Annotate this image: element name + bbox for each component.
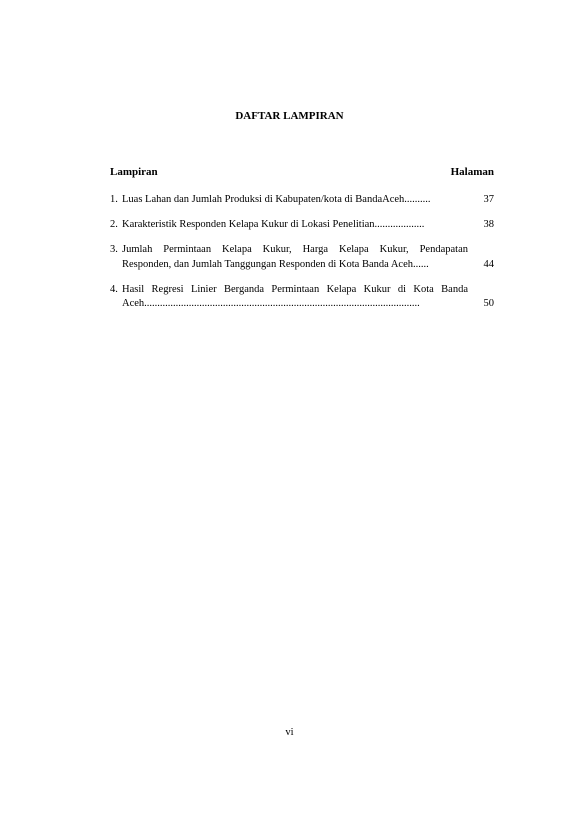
halaman-column-label: Halaman [450,166,494,178]
item-title: Karakteristik Responden Kelapa Kukur di Lokasi Penelitian [122,219,375,230]
page-number-footer: vi [285,727,294,738]
lampiran-column-label: Lampiran [110,166,158,178]
item-body [122,283,468,312]
item-title: Luas Lahan dan Jumlah Produksi di Kabupaten/kota di BandaAceh [122,194,405,205]
item-body [122,218,468,233]
list-item [110,218,494,233]
item-last-line [122,218,468,233]
item-last-line [122,297,468,312]
dot-leader: ........................................................................................................ [146,298,420,309]
item-number: 1. [110,194,118,205]
item-body [122,193,468,208]
item-last-line [122,258,468,273]
list-item [110,193,494,208]
dot-leader: ...... [412,258,429,270]
item-page-number: 38 [483,219,494,230]
page-title: DAFTAR LAMPIRAN [235,110,344,122]
item-number: 2. [110,219,118,230]
item-page-number: 44 [483,258,494,270]
item-number: 3. [110,244,118,255]
item-body [122,243,468,272]
item-title: Responden, dan Jumlah Tanggungan Responden di Kota Banda Aceh [122,258,413,270]
item-first-line: Jumlah Permintaan Kelapa Kukur, Harga Kelapa Kukur, Pendapatan [122,244,468,255]
list-item [110,243,494,272]
appendix-list [110,193,494,322]
list-item [110,283,494,312]
dot-leader: .......... [404,194,431,205]
dot-leader: ................... [374,219,425,230]
item-title: Aceh. [122,298,147,309]
item-last-line [122,193,468,208]
item-first-line: Hasil Regresi Linier Berganda Permintaan Kelapa Kukur di Kota Banda [122,283,468,295]
item-page-number: 37 [483,194,494,205]
item-number: 4. [110,283,118,295]
item-page-number: 50 [483,298,494,309]
column-header [110,166,494,178]
